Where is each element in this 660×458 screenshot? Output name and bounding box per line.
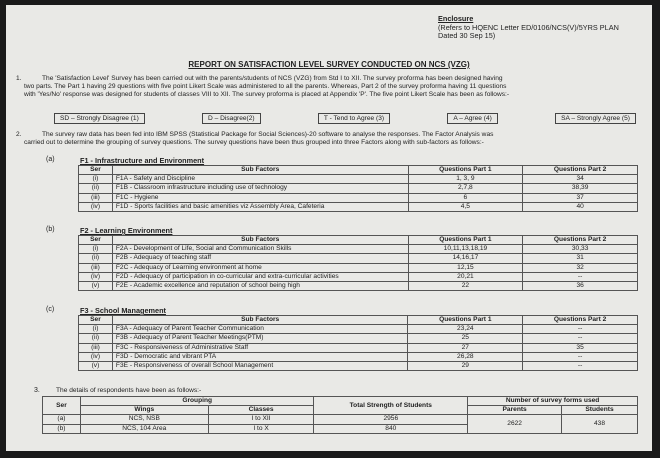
section-heading: F1 - Infrastructure and Environment <box>80 156 205 165</box>
header-sub-factors: Sub Factors <box>112 236 408 245</box>
table-row <box>79 184 638 193</box>
table-row <box>79 282 638 291</box>
cell-ser: (ii) <box>79 254 113 263</box>
paragraph-number: 1. <box>16 75 22 82</box>
cell-sub-factor: F1A - Safety and Discipline <box>112 175 408 184</box>
paragraph-line: with 'Yes/No' response was designed for students of classes VIII to XII. The survey proforma is placed at Appendix 'P'. The five point Likert Scale has been as follows:- <box>24 91 510 99</box>
cell-questions-part-2: 36 <box>523 282 638 291</box>
cell-ser: (v) <box>79 362 113 371</box>
section-heading: F2 - Learning Environment <box>80 226 173 235</box>
table-row <box>79 202 638 211</box>
table-row <box>79 263 638 272</box>
paragraph-line: The survey raw data has been fed into IBM SPSS (Statistical Package for Social Sciences)-20 software to analyse the responses. The Factor Analysis was <box>42 131 494 138</box>
header-questions-part-2: Questions Part 2 <box>523 316 638 325</box>
paragraph-1 <box>16 75 638 100</box>
section-label: (a) <box>46 156 55 163</box>
cell-ser: (iii) <box>79 263 113 272</box>
cell-questions-part-1: 27 <box>408 343 523 352</box>
cell-questions-part-2: -- <box>523 325 638 334</box>
section-heading: F3 - School Management <box>80 306 166 315</box>
cell-questions-part-1: 1, 3, 9 <box>408 175 523 184</box>
header-classes: Classes <box>208 406 314 415</box>
likert-item: T - Tend to Agree (3) <box>318 113 390 124</box>
cell-ser: (i) <box>79 325 113 334</box>
cell-sub-factor: F1C - Hygiene <box>112 193 408 202</box>
paragraph-line: The 'Satisfaction Level' Survey has been carried out with the parents/students of NCS (VZG) from Std I to XII. The survey proforma has been designed having <box>42 75 503 82</box>
cell-sub-factor: F1D - Sports facilities and basic amenities viz Assembly Area, Cafeteria <box>112 202 408 211</box>
section-label: (b) <box>46 226 55 233</box>
report-title: REPORT ON SATISFACTION LEVEL SURVEY CONDUCTED ON NCS (VZG) <box>188 60 470 69</box>
table-row <box>79 245 638 254</box>
cell-wing: NCS, NSB <box>80 415 208 424</box>
cell-questions-part-1: 20,21 <box>408 272 523 281</box>
table-header-row <box>43 397 638 406</box>
cell-sub-factor: F3A - Adequacy of Parent Teacher Communication <box>112 325 407 334</box>
cell-sub-factor: F2B - Adequacy of teaching staff <box>112 254 408 263</box>
header-total-strength: Total Strength of Students <box>314 397 468 415</box>
cell-ser: (a) <box>43 415 81 424</box>
cell-classes: I to XII <box>208 415 314 424</box>
cell-questions-part-1: 23,24 <box>408 325 523 334</box>
likert-item: SA – Strongly Agree (5) <box>555 113 636 124</box>
header-survey-forms: Number of survey forms used <box>468 397 638 406</box>
cell-questions-part-1: 12,15 <box>408 263 523 272</box>
header-ser: Ser <box>79 166 113 175</box>
factor-table-f1 <box>78 165 638 212</box>
header-questions-part-1: Questions Part 1 <box>408 316 523 325</box>
cell-ser: (i) <box>79 245 113 254</box>
cell-questions-part-1: 25 <box>408 334 523 343</box>
table-row <box>79 254 638 263</box>
cell-strength: 840 <box>314 424 468 433</box>
table-row <box>79 272 638 281</box>
header-ser: Ser <box>79 316 113 325</box>
cell-ser: (iii) <box>79 343 113 352</box>
paragraph-number: 2. <box>16 131 22 138</box>
cell-ser: (i) <box>79 175 113 184</box>
enclosure-reference: (Refers to HQENC Letter ED/0106/NCS(V)/5YRS PLAN <box>438 22 619 32</box>
likert-scale <box>54 113 636 124</box>
header-ser: Ser <box>43 397 81 415</box>
cell-questions-part-1: 10,11,13,18,19 <box>408 245 523 254</box>
factor-table-f2 <box>78 235 638 291</box>
header-sub-factors: Sub Factors <box>112 316 407 325</box>
table-row <box>79 325 638 334</box>
cell-classes: I to X <box>208 424 314 433</box>
header-questions-part-1: Questions Part 1 <box>408 236 523 245</box>
cell-ser: (ii) <box>79 334 113 343</box>
cell-questions-part-1: 14,16,17 <box>408 254 523 263</box>
header-sub-factors: Sub Factors <box>112 166 408 175</box>
header-questions-part-1: Questions Part 1 <box>408 166 523 175</box>
factor-table-f3 <box>78 315 638 371</box>
header-students: Students <box>562 406 638 415</box>
paragraph-3: The details of respondents have been as follows:- <box>56 387 202 394</box>
cell-sub-factor: F2C - Adequacy of Learning environment at home <box>112 263 408 272</box>
table-row <box>79 343 638 352</box>
cell-sub-factor: F3C - Responsiveness of Administrative Staff <box>112 343 407 352</box>
table-row <box>79 362 638 371</box>
cell-ser: (iv) <box>79 352 113 361</box>
cell-questions-part-1: 2,7,8 <box>408 184 523 193</box>
cell-questions-part-2: -- <box>523 334 638 343</box>
cell-sub-factor: F2D - Adequacy of participation in co-curricular and extra-curricular activities <box>112 272 408 281</box>
header-questions-part-2: Questions Part 2 <box>523 236 638 245</box>
cell-parents: 2622 <box>468 415 562 433</box>
cell-questions-part-2: 40 <box>523 202 638 211</box>
cell-questions-part-1: 6 <box>408 193 523 202</box>
header-parents: Parents <box>468 406 562 415</box>
section-label: (c) <box>46 306 55 313</box>
paragraph-2 <box>16 131 638 147</box>
header-wings: Wings <box>80 406 208 415</box>
cell-questions-part-2: 35 <box>523 343 638 352</box>
cell-questions-part-1: 22 <box>408 282 523 291</box>
cell-questions-part-2: 30,33 <box>523 245 638 254</box>
cell-ser: (b) <box>43 424 81 433</box>
likert-item: SD – Strongly Disagree (1) <box>54 113 145 124</box>
cell-questions-part-1: 26,28 <box>408 352 523 361</box>
table-row <box>79 334 638 343</box>
cell-ser: (iii) <box>79 193 113 202</box>
cell-sub-factor: F2E - Academic excellence and reputation of school being high <box>112 282 408 291</box>
cell-wing: NCS, 104 Area <box>80 424 208 433</box>
cell-strength: 2956 <box>314 415 468 424</box>
likert-item: D – Disagree(2) <box>202 113 261 124</box>
table-row <box>79 175 638 184</box>
cell-questions-part-2: 31 <box>523 254 638 263</box>
enclosure-block <box>438 15 619 41</box>
cell-students: 438 <box>562 415 638 433</box>
table-row <box>79 193 638 202</box>
cell-ser: (iv) <box>79 202 113 211</box>
table-row <box>43 415 638 424</box>
cell-sub-factor: F3E - Responsiveness of overall School Management <box>112 362 407 371</box>
table-header-row <box>79 166 638 175</box>
paragraph-number: 3. <box>34 387 40 394</box>
respondents-table <box>42 396 638 434</box>
table-header-row <box>79 316 638 325</box>
cell-questions-part-2: -- <box>523 362 638 371</box>
header-ser: Ser <box>79 236 113 245</box>
table-header-row <box>79 236 638 245</box>
cell-questions-part-1: 4,5 <box>408 202 523 211</box>
cell-questions-part-2: 37 <box>523 193 638 202</box>
cell-questions-part-2: -- <box>523 352 638 361</box>
paragraph-line: two parts. The Part 1 having 29 questions with five point Likert Scale was administered to all the parents. Whereas, Part 2 of the survey proforma having 11 questions <box>24 83 507 91</box>
cell-questions-part-2: 34 <box>523 175 638 184</box>
likert-item: A – Agree (4) <box>447 113 498 124</box>
cell-sub-factor: F2A - Development of Life, Social and Communication Skills <box>112 245 408 254</box>
cell-ser: (ii) <box>79 184 113 193</box>
enclosure-date: Dated 30 Sep 15) <box>438 31 496 41</box>
enclosure-heading: Enclosure <box>438 14 474 23</box>
cell-questions-part-2: -- <box>523 272 638 281</box>
paragraph-line: carried out to determine the grouping of survey questions. The survey questions have been thus grouped into three Factors along with sub-factors as follows:- <box>24 139 484 147</box>
cell-questions-part-2: 38,39 <box>523 184 638 193</box>
cell-ser: (v) <box>79 282 113 291</box>
cell-sub-factor: F3B - Adequacy of Parent Teacher Meetings(PTM) <box>112 334 407 343</box>
cell-questions-part-2: 32 <box>523 263 638 272</box>
cell-questions-part-1: 29 <box>408 362 523 371</box>
cell-sub-factor: F1B - Classroom infrastructure including use of technology <box>112 184 408 193</box>
cell-sub-factor: F3D - Democratic and vibrant PTA <box>112 352 407 361</box>
table-row <box>79 352 638 361</box>
cell-ser: (iv) <box>79 272 113 281</box>
header-questions-part-2: Questions Part 2 <box>523 166 638 175</box>
document-page <box>6 5 652 451</box>
header-grouping: Grouping <box>80 397 313 406</box>
